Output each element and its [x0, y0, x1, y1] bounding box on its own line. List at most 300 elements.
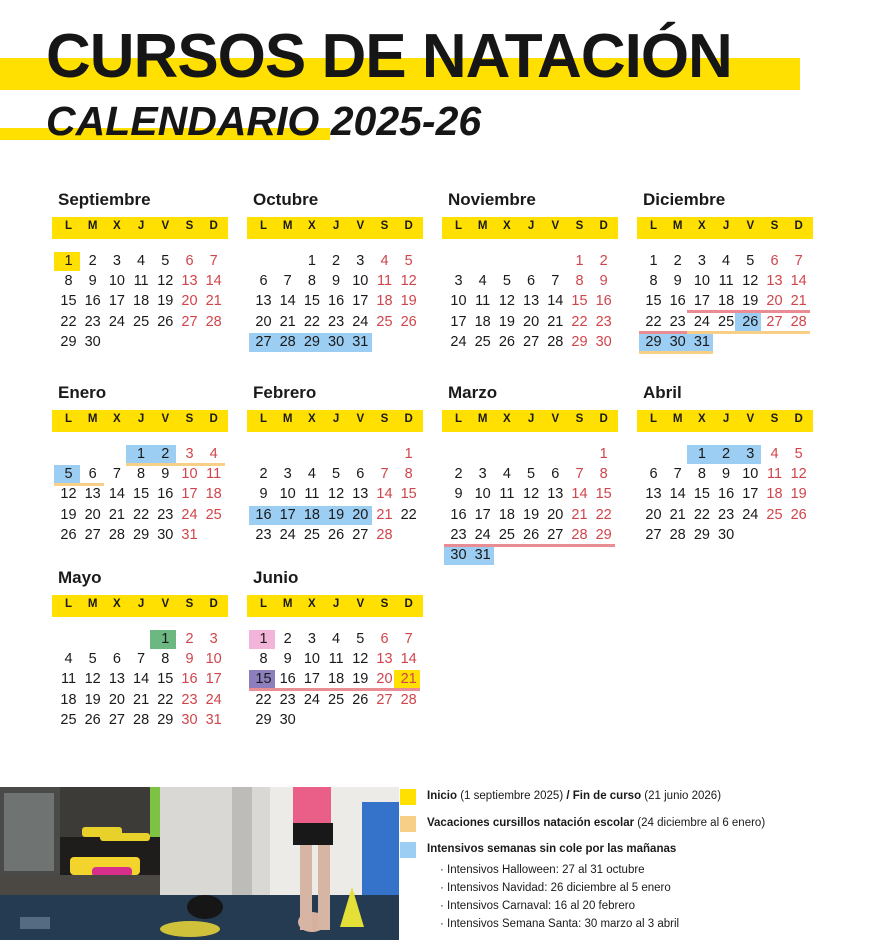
- calendar-day: 26: [742, 313, 759, 330]
- calendar-day: 7: [112, 466, 121, 483]
- calendar-day: 6: [185, 253, 194, 269]
- calendar-day: 17: [279, 506, 296, 523]
- calendar-day: 7: [137, 651, 146, 668]
- calendar-day: 3: [307, 631, 316, 647]
- intensivo-item: · Intensivos Semana Santa: 30 marzo al 3 abril: [440, 918, 680, 930]
- calendar-day: 6: [112, 651, 121, 668]
- calendar-day: 1: [64, 253, 73, 269]
- calendar-day: 8: [649, 273, 658, 290]
- calendar-day: 25: [328, 691, 345, 708]
- weekday-label: S: [770, 220, 779, 232]
- weekday-label: S: [575, 220, 584, 232]
- swimming-pool-photo: [0, 787, 399, 940]
- calendar-day: 10: [352, 273, 369, 290]
- weekday-label: D: [599, 220, 608, 232]
- calendar-day: 27: [766, 313, 783, 330]
- calendar-day: 4: [64, 651, 73, 668]
- calendar-day: 25: [498, 526, 515, 543]
- calendar-day: 27: [181, 313, 198, 330]
- weekday-label: J: [332, 220, 340, 232]
- calendar-day: 23: [328, 313, 345, 330]
- calendar-day: 27: [376, 691, 393, 708]
- calendar-day: 11: [499, 486, 515, 503]
- calendar-day: 29: [303, 333, 320, 350]
- weekday-label: V: [746, 220, 755, 232]
- weekday-label: X: [113, 413, 121, 425]
- calendar-day: 12: [84, 671, 101, 688]
- calendar-day: 3: [112, 253, 121, 269]
- calendar-day: 7: [575, 466, 584, 483]
- calendar-day: 24: [205, 691, 222, 708]
- calendar-day: 20: [84, 506, 101, 523]
- weekday-label: D: [209, 598, 218, 610]
- calendar-day: 23: [669, 313, 686, 330]
- calendar-day: 11: [328, 651, 344, 668]
- weekday-label: M: [282, 598, 293, 610]
- legend-text-part: (24 diciembre al 6 enero): [634, 817, 766, 829]
- weekday-label: L: [259, 598, 268, 610]
- calendar-day: 11: [475, 293, 491, 310]
- weekday-header: [247, 410, 423, 432]
- calendar-day: 22: [303, 313, 320, 330]
- calendar-day: 8: [307, 273, 316, 290]
- calendar-day: 27: [523, 333, 540, 350]
- calendar-day: 9: [283, 651, 292, 668]
- calendar-day: 29: [595, 526, 612, 543]
- calendar-day: 4: [722, 253, 731, 269]
- calendar-day: 20: [255, 313, 272, 330]
- calendar-day: 2: [161, 446, 170, 462]
- calendar-day: 24: [352, 313, 369, 330]
- calendar-day: 14: [571, 486, 588, 503]
- calendar-day: 30: [450, 547, 467, 563]
- weekday-label: J: [332, 413, 340, 425]
- weekday-header: [247, 217, 423, 239]
- weekday-label: J: [137, 413, 145, 425]
- weekday-header: [52, 595, 228, 617]
- calendar-day: 5: [794, 446, 803, 462]
- calendar-day: 21: [400, 671, 417, 688]
- calendar-day: 14: [279, 293, 296, 310]
- calendar-day: 7: [794, 253, 803, 269]
- calendar-day: 26: [157, 313, 174, 330]
- calendar-day: 12: [523, 486, 540, 503]
- calendar-day: 28: [669, 526, 686, 543]
- calendar-day: 26: [498, 333, 515, 350]
- calendar-day: 17: [108, 293, 125, 310]
- calendar-day: 14: [790, 273, 807, 290]
- calendar-day: 30: [328, 333, 345, 350]
- calendar-day: 25: [60, 711, 77, 728]
- calendar-day: 25: [474, 333, 491, 350]
- calendar-day: 26: [60, 526, 77, 543]
- calendar-day: 28: [571, 526, 588, 543]
- calendar-day: 25: [718, 313, 735, 330]
- calendar-day: 6: [527, 273, 536, 290]
- calendar-day: 17: [474, 506, 491, 523]
- weekday-label: J: [527, 413, 535, 425]
- calendar-day: 30: [181, 711, 198, 728]
- calendar-day: 25: [205, 506, 222, 523]
- month-name: Abril: [643, 383, 682, 402]
- calendar-day: 4: [770, 446, 779, 462]
- calendar-day: 3: [746, 446, 755, 462]
- weekday-label: X: [698, 413, 706, 425]
- month-name: Junio: [253, 568, 299, 587]
- calendar-day: 26: [84, 711, 101, 728]
- intensivo-item: · Intensivos Carnaval: 16 al 20 febrero: [440, 900, 635, 912]
- calendar-day: 18: [205, 486, 222, 503]
- calendar-day: 4: [380, 253, 389, 269]
- calendar-day: 12: [352, 651, 369, 668]
- calendar-day: 15: [303, 293, 320, 310]
- calendar-day: 9: [722, 466, 731, 483]
- calendar-day: 16: [669, 293, 686, 310]
- calendar-day: 18: [474, 313, 491, 330]
- calendar-day: 22: [645, 313, 662, 330]
- intensivo-item: · Intensivos Halloween: 27 al 31 octubre: [440, 864, 645, 876]
- calendar-day: 31: [352, 333, 369, 350]
- calendar-day: 13: [108, 671, 125, 688]
- calendar-day: 21: [790, 293, 807, 310]
- weekday-label: V: [746, 413, 755, 425]
- calendar-day: 29: [60, 333, 77, 350]
- weekday-label: J: [332, 598, 340, 610]
- calendar-day: 14: [376, 486, 393, 503]
- calendar-day: 27: [547, 526, 564, 543]
- calendar-day: 16: [181, 671, 198, 688]
- weekday-label: X: [113, 220, 121, 232]
- calendar-day: 27: [255, 333, 272, 350]
- calendar-day: 29: [693, 526, 710, 543]
- calendar-day: 20: [547, 506, 564, 523]
- calendar-day: 12: [157, 273, 174, 290]
- weekday-label: J: [137, 598, 145, 610]
- calendar-day: 30: [595, 333, 612, 350]
- calendar-day: 19: [400, 293, 417, 310]
- calendar-day: 11: [376, 273, 393, 290]
- calendar-day: 3: [283, 466, 292, 483]
- calendar-day: 10: [474, 486, 491, 503]
- calendar-day: 16: [279, 671, 296, 688]
- calendar-day: 3: [185, 446, 194, 462]
- calendar-day: 8: [404, 466, 413, 483]
- calendar-day: 10: [450, 293, 467, 310]
- calendar-day: 13: [376, 651, 393, 668]
- intensivo-item: · Intensivos Navidad: 26 diciembre al 5 enero: [440, 882, 671, 894]
- calendar-day: 3: [356, 253, 365, 269]
- calendar-day: 9: [161, 466, 170, 483]
- calendar-day: 10: [181, 466, 198, 483]
- calendar-day: 23: [181, 691, 198, 708]
- calendar-day: 27: [645, 526, 662, 543]
- calendar-day: 7: [404, 631, 413, 647]
- weekday-label: D: [209, 220, 218, 232]
- weekday-label: M: [282, 220, 293, 232]
- calendar-day: 18: [498, 506, 515, 523]
- weekday-label: X: [308, 413, 316, 425]
- calendar-day: 17: [303, 671, 320, 688]
- calendar-day: 18: [718, 293, 735, 310]
- page-title: CURSOS DE NATACIÓN: [46, 22, 732, 91]
- calendar-day: 21: [669, 506, 686, 523]
- weekday-header: [52, 410, 228, 432]
- calendar-day: 20: [645, 506, 662, 523]
- calendar-day: 18: [133, 293, 150, 310]
- weekday-header: [637, 410, 813, 432]
- calendar-day: 1: [161, 631, 170, 647]
- weekday-label: L: [259, 220, 268, 232]
- calendar-day: 11: [206, 466, 222, 483]
- calendar-day: 8: [161, 651, 170, 668]
- month-name: Octubre: [253, 190, 319, 209]
- calendar-day: 30: [718, 526, 735, 543]
- calendar-day: 6: [649, 466, 658, 483]
- calendar-day: 14: [669, 486, 686, 503]
- weekday-label: M: [672, 413, 683, 425]
- calendar-day: 5: [404, 253, 413, 269]
- calendar-day: 25: [303, 526, 320, 543]
- weekday-label: X: [698, 220, 706, 232]
- calendar-day: 24: [474, 526, 491, 543]
- calendar-day: 15: [595, 486, 612, 503]
- calendar-day: 15: [255, 671, 272, 688]
- calendar-day: 11: [60, 671, 77, 688]
- calendar-day: 30: [84, 333, 101, 350]
- weekday-label: X: [503, 413, 511, 425]
- calendar-day: 19: [498, 313, 515, 330]
- calendar-day: 8: [259, 651, 268, 668]
- calendar-day: 21: [108, 506, 125, 523]
- weekday-label: M: [672, 220, 683, 232]
- calendar-day: 20: [376, 671, 393, 688]
- weekday-label: V: [551, 220, 560, 232]
- calendar-day: 23: [157, 506, 174, 523]
- calendar-day: 20: [766, 293, 783, 310]
- calendar-day: 22: [157, 691, 174, 708]
- calendar-day: 24: [108, 313, 125, 330]
- calendar-day: 20: [181, 293, 198, 310]
- calendar-day: 23: [279, 691, 296, 708]
- calendar-day: 6: [551, 466, 560, 483]
- calendar-day: 25: [766, 506, 783, 523]
- legend-text-part: Intensivos semanas sin cole por las mañanas: [427, 843, 677, 855]
- calendar-day: 27: [352, 526, 369, 543]
- calendar-day: 6: [88, 466, 97, 483]
- calendar-day: 17: [352, 293, 369, 310]
- weekday-label: S: [380, 413, 389, 425]
- calendar-day: 9: [259, 486, 268, 503]
- calendar-day: 7: [551, 273, 560, 290]
- calendar-day: 13: [523, 293, 540, 310]
- calendar-day: 6: [770, 253, 779, 269]
- calendar-day: 29: [133, 526, 150, 543]
- calendar-day: 15: [693, 486, 710, 503]
- weekday-label: V: [356, 413, 365, 425]
- calendar-day: 7: [380, 466, 389, 483]
- calendar-day: 27: [108, 711, 125, 728]
- calendar-day: 1: [137, 446, 146, 462]
- legend-text-part: Vacaciones cursillos natación escolar: [427, 817, 635, 829]
- calendar-day: 21: [571, 506, 588, 523]
- calendar-day: 31: [693, 333, 710, 350]
- weekday-label: D: [404, 413, 413, 425]
- weekday-label: S: [185, 220, 194, 232]
- weekday-label: L: [454, 220, 463, 232]
- calendar-day: 10: [693, 273, 710, 290]
- calendar-day: 14: [133, 671, 150, 688]
- weekday-label: L: [64, 413, 73, 425]
- calendar-day: 21: [547, 313, 564, 330]
- calendar-day: 3: [697, 253, 706, 269]
- legend-text: [427, 843, 676, 855]
- calendar-day: 30: [157, 526, 174, 543]
- calendar-day: 4: [209, 446, 218, 462]
- calendar-day: 31: [181, 526, 198, 543]
- calendar-day: 5: [746, 253, 755, 269]
- calendar-day: 5: [332, 466, 341, 483]
- calendar-day: 15: [157, 671, 174, 688]
- calendar-day: 28: [133, 711, 150, 728]
- calendar-day: 23: [595, 313, 612, 330]
- calendar-day: 17: [181, 486, 198, 503]
- calendar-day: 11: [304, 486, 320, 503]
- weekday-label: D: [794, 413, 803, 425]
- calendar-day: 22: [255, 691, 272, 708]
- weekday-label: L: [259, 413, 268, 425]
- weekday-label: M: [282, 413, 293, 425]
- weekday-label: D: [794, 220, 803, 232]
- calendar-day: 10: [205, 651, 222, 668]
- calendar-day: 5: [502, 273, 511, 290]
- calendar-day: 12: [60, 486, 77, 503]
- calendar-day: 21: [376, 506, 393, 523]
- calendar-day: 13: [645, 486, 662, 503]
- calendar-day: 17: [693, 293, 710, 310]
- weekday-label: M: [87, 220, 98, 232]
- calendar-day: 12: [498, 293, 515, 310]
- calendar-day: 15: [133, 486, 150, 503]
- calendar-day: 22: [60, 313, 77, 330]
- calendar-day: 1: [599, 446, 608, 462]
- legend-text-part: (1 septiembre 2025): [457, 790, 567, 802]
- calendar-day: 20: [352, 506, 369, 523]
- weekday-label: M: [87, 413, 98, 425]
- calendar-day: 31: [474, 547, 491, 563]
- calendar-day: 9: [673, 273, 682, 290]
- calendar-day: 22: [133, 506, 150, 523]
- calendar-day: 1: [649, 253, 658, 269]
- calendar-day: 19: [352, 671, 369, 688]
- calendar-day: 23: [450, 526, 467, 543]
- calendar-day: 16: [84, 293, 101, 310]
- weekday-label: J: [527, 220, 535, 232]
- calendar-day: 8: [697, 466, 706, 483]
- calendar-day: 8: [137, 466, 146, 483]
- calendar-day: 24: [742, 506, 759, 523]
- calendar-day: 18: [328, 671, 345, 688]
- weekday-label: V: [161, 598, 170, 610]
- weekday-label: D: [209, 413, 218, 425]
- weekday-header: [442, 217, 618, 239]
- calendar-day: 16: [255, 506, 272, 523]
- legend-text-part: Inicio: [427, 790, 458, 802]
- weekday-label: L: [649, 413, 658, 425]
- calendar-day: 16: [595, 293, 612, 310]
- calendar-day: 19: [790, 486, 807, 503]
- weekday-label: S: [770, 413, 779, 425]
- calendar-day: 1: [259, 631, 268, 647]
- calendar-day: 17: [742, 486, 759, 503]
- calendar-day: 19: [328, 506, 345, 523]
- calendar-day: 13: [181, 273, 198, 290]
- legend-text: [427, 817, 765, 829]
- calendar-day: 1: [404, 446, 413, 462]
- legend-text-part: / Fin de curso: [566, 790, 642, 802]
- legend-swatch-yellow: [400, 789, 416, 805]
- calendar-day: 2: [259, 466, 268, 483]
- weekday-label: M: [87, 598, 98, 610]
- calendar-day: 10: [742, 466, 759, 483]
- calendar-day: 28: [790, 313, 807, 330]
- calendar-day: 2: [599, 253, 608, 269]
- calendar-day: 25: [376, 313, 393, 330]
- calendar-day: 24: [279, 526, 296, 543]
- calendar-day: 8: [599, 466, 608, 483]
- calendar-day: 29: [255, 711, 272, 728]
- calendar-day: 30: [669, 333, 686, 350]
- weekday-header: [442, 410, 618, 432]
- calendar-day: 21: [205, 293, 222, 310]
- weekday-label: L: [454, 413, 463, 425]
- calendar-day: 27: [84, 526, 101, 543]
- legend-text-part: (21 junio 2026): [641, 790, 722, 802]
- calendar-day: 3: [209, 631, 218, 647]
- calendar-day: 11: [766, 466, 783, 483]
- weekday-header: [247, 595, 423, 617]
- weekday-label: V: [161, 413, 170, 425]
- calendar-day: 6: [259, 273, 268, 290]
- calendar-day: 14: [547, 293, 564, 310]
- calendar-day: 10: [303, 651, 320, 668]
- calendar-day: 14: [400, 651, 417, 668]
- weekday-label: J: [722, 413, 730, 425]
- calendar-day: 3: [454, 273, 463, 290]
- calendar-day: 5: [161, 253, 170, 269]
- calendar-day: 18: [376, 293, 393, 310]
- calendar-day: 29: [157, 711, 174, 728]
- calendar-day: 28: [376, 526, 393, 543]
- calendar-day: 6: [380, 631, 389, 647]
- calendar-day: 4: [332, 631, 341, 647]
- calendar-day: 8: [575, 273, 584, 290]
- calendar-day: 9: [88, 273, 97, 290]
- calendar-day: 12: [400, 273, 417, 290]
- calendar-day: 23: [255, 526, 272, 543]
- calendar-day: 2: [722, 446, 731, 462]
- calendar-day: 16: [450, 506, 467, 523]
- month-name: Diciembre: [643, 190, 726, 209]
- calendar-day: 26: [328, 526, 345, 543]
- weekday-label: V: [551, 413, 560, 425]
- calendar-day: 4: [307, 466, 316, 483]
- calendar-day: 29: [571, 333, 588, 350]
- calendar-day: 18: [60, 691, 77, 708]
- legend-swatch-blue: [400, 842, 416, 858]
- calendar-day: 16: [718, 486, 735, 503]
- calendar-day: 2: [283, 631, 292, 647]
- calendar-day: 24: [181, 506, 198, 523]
